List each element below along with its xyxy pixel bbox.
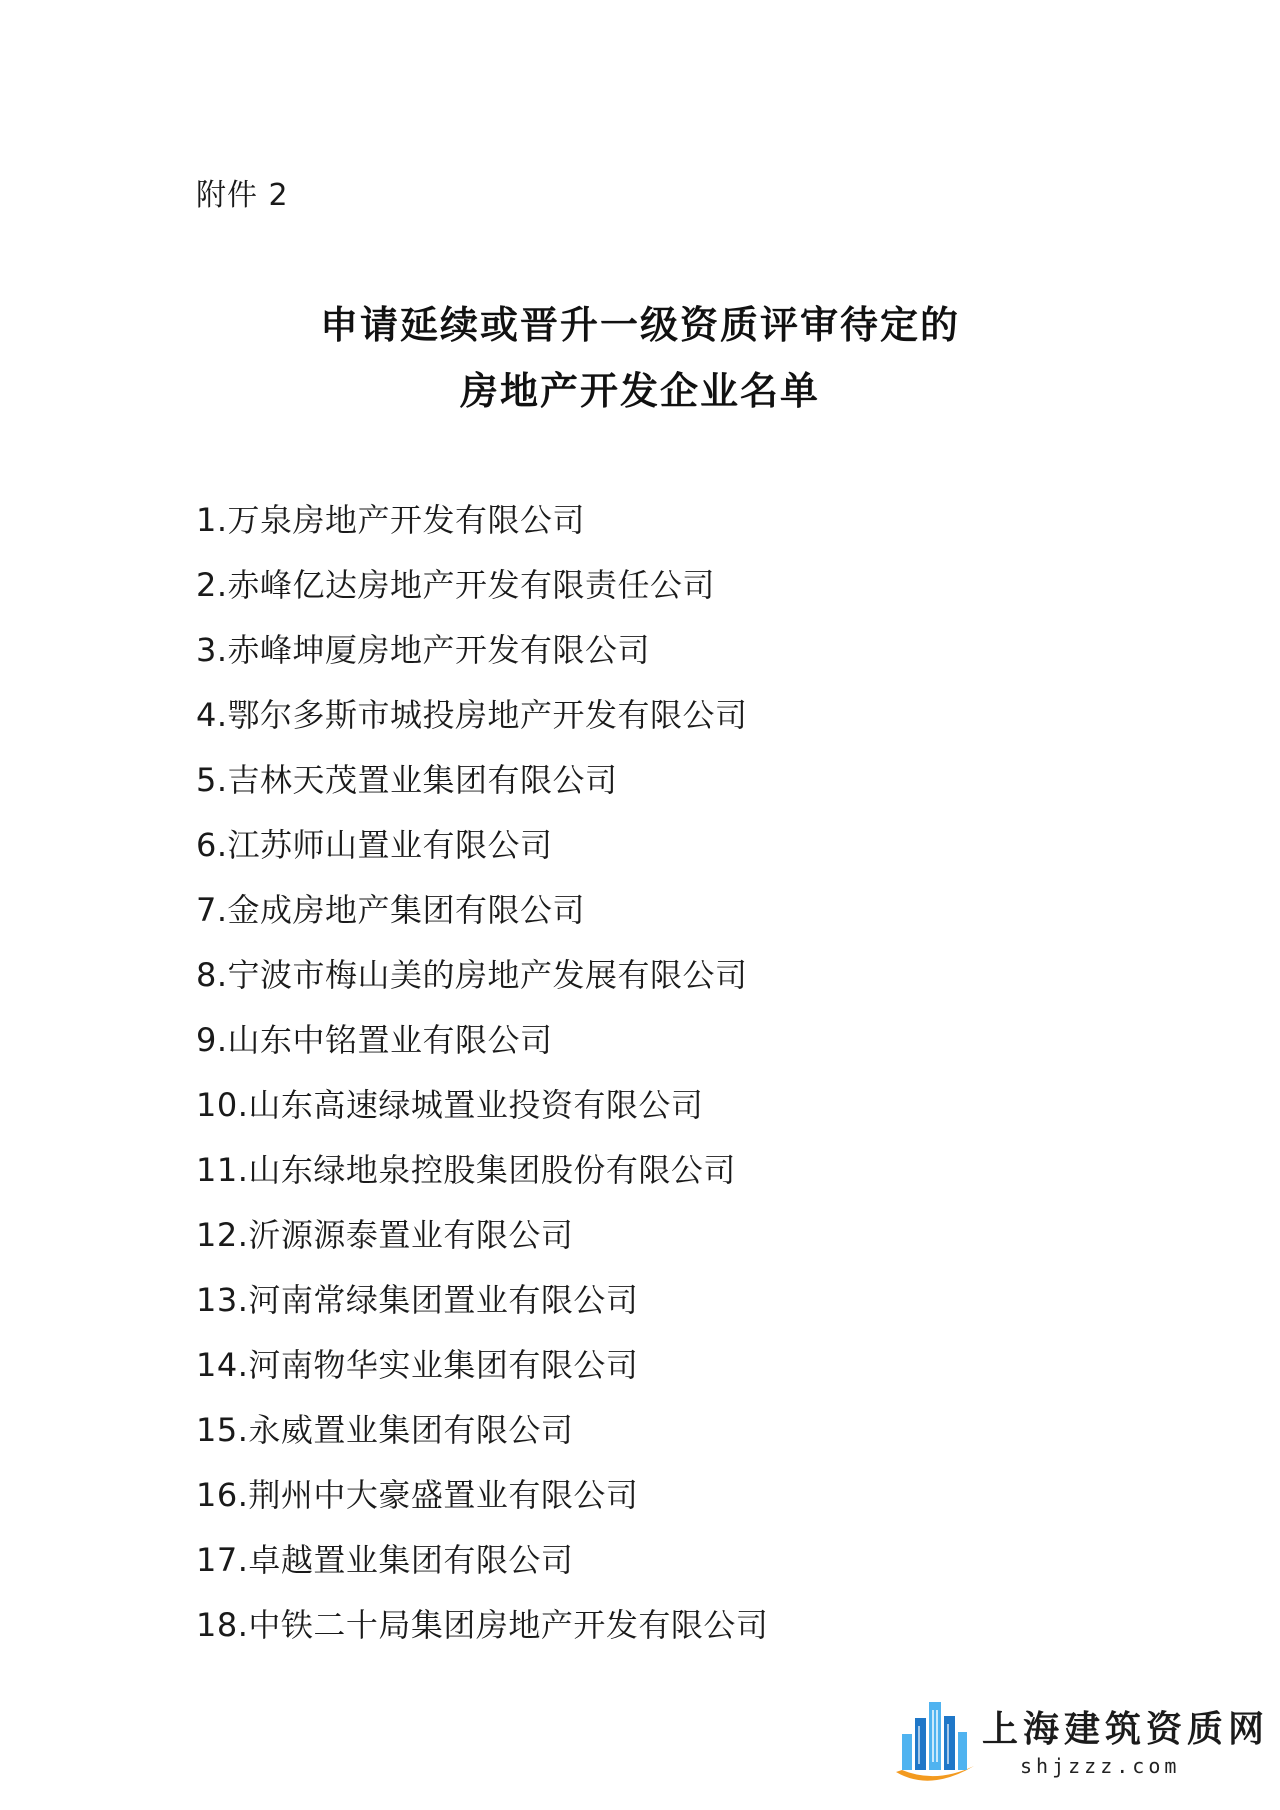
list-item: 8.宁波市梅山美的房地产发展有限公司 [196,956,748,994]
list-item: 5.吉林天茂置业集团有限公司 [196,761,618,799]
list-item: 6.江苏师山置业有限公司 [196,826,553,864]
list-item: 7.金成房地产集团有限公司 [196,891,586,929]
watermark-domain: shjzzz.com [1020,1754,1181,1778]
list-item: 16.荆州中大豪盛置业有限公司 [196,1476,639,1514]
list-item: 4.鄂尔多斯市城投房地产开发有限公司 [196,696,748,734]
list-item: 1.万泉房地产开发有限公司 [196,501,586,539]
watermark-site-name: 上海建筑资质网 [982,1708,1270,1750]
list-item: 14.河南物华实业集团有限公司 [196,1346,639,1384]
list-item: 15.永威置业集团有限公司 [196,1411,574,1449]
list-item: 9.山东中铭置业有限公司 [196,1021,553,1059]
document-title-line-2: 房地产开发企业名单 [459,368,820,413]
city-buildings-logo-icon [890,1692,980,1792]
watermark [890,1692,1270,1792]
list-item: 2.赤峰亿达房地产开发有限责任公司 [196,566,716,604]
attachment-label: 附件 2 [196,178,289,213]
list-item: 13.河南常绿集团置业有限公司 [196,1281,639,1319]
company-list [196,496,768,1666]
list-item: 12.沂源源泰置业有限公司 [196,1216,574,1254]
list-item: 3.赤峰坤厦房地产开发有限公司 [196,631,651,669]
document-title-line-1: 申请延续或晋升一级资质评审待定的 [319,302,960,347]
list-item: 11.山东绿地泉控股集团股份有限公司 [196,1151,736,1189]
list-item: 18.中铁二十局集团房地产开发有限公司 [196,1606,769,1644]
list-item: 17.卓越置业集团有限公司 [196,1541,574,1579]
list-item: 10.山东高速绿城置业投资有限公司 [196,1086,704,1124]
